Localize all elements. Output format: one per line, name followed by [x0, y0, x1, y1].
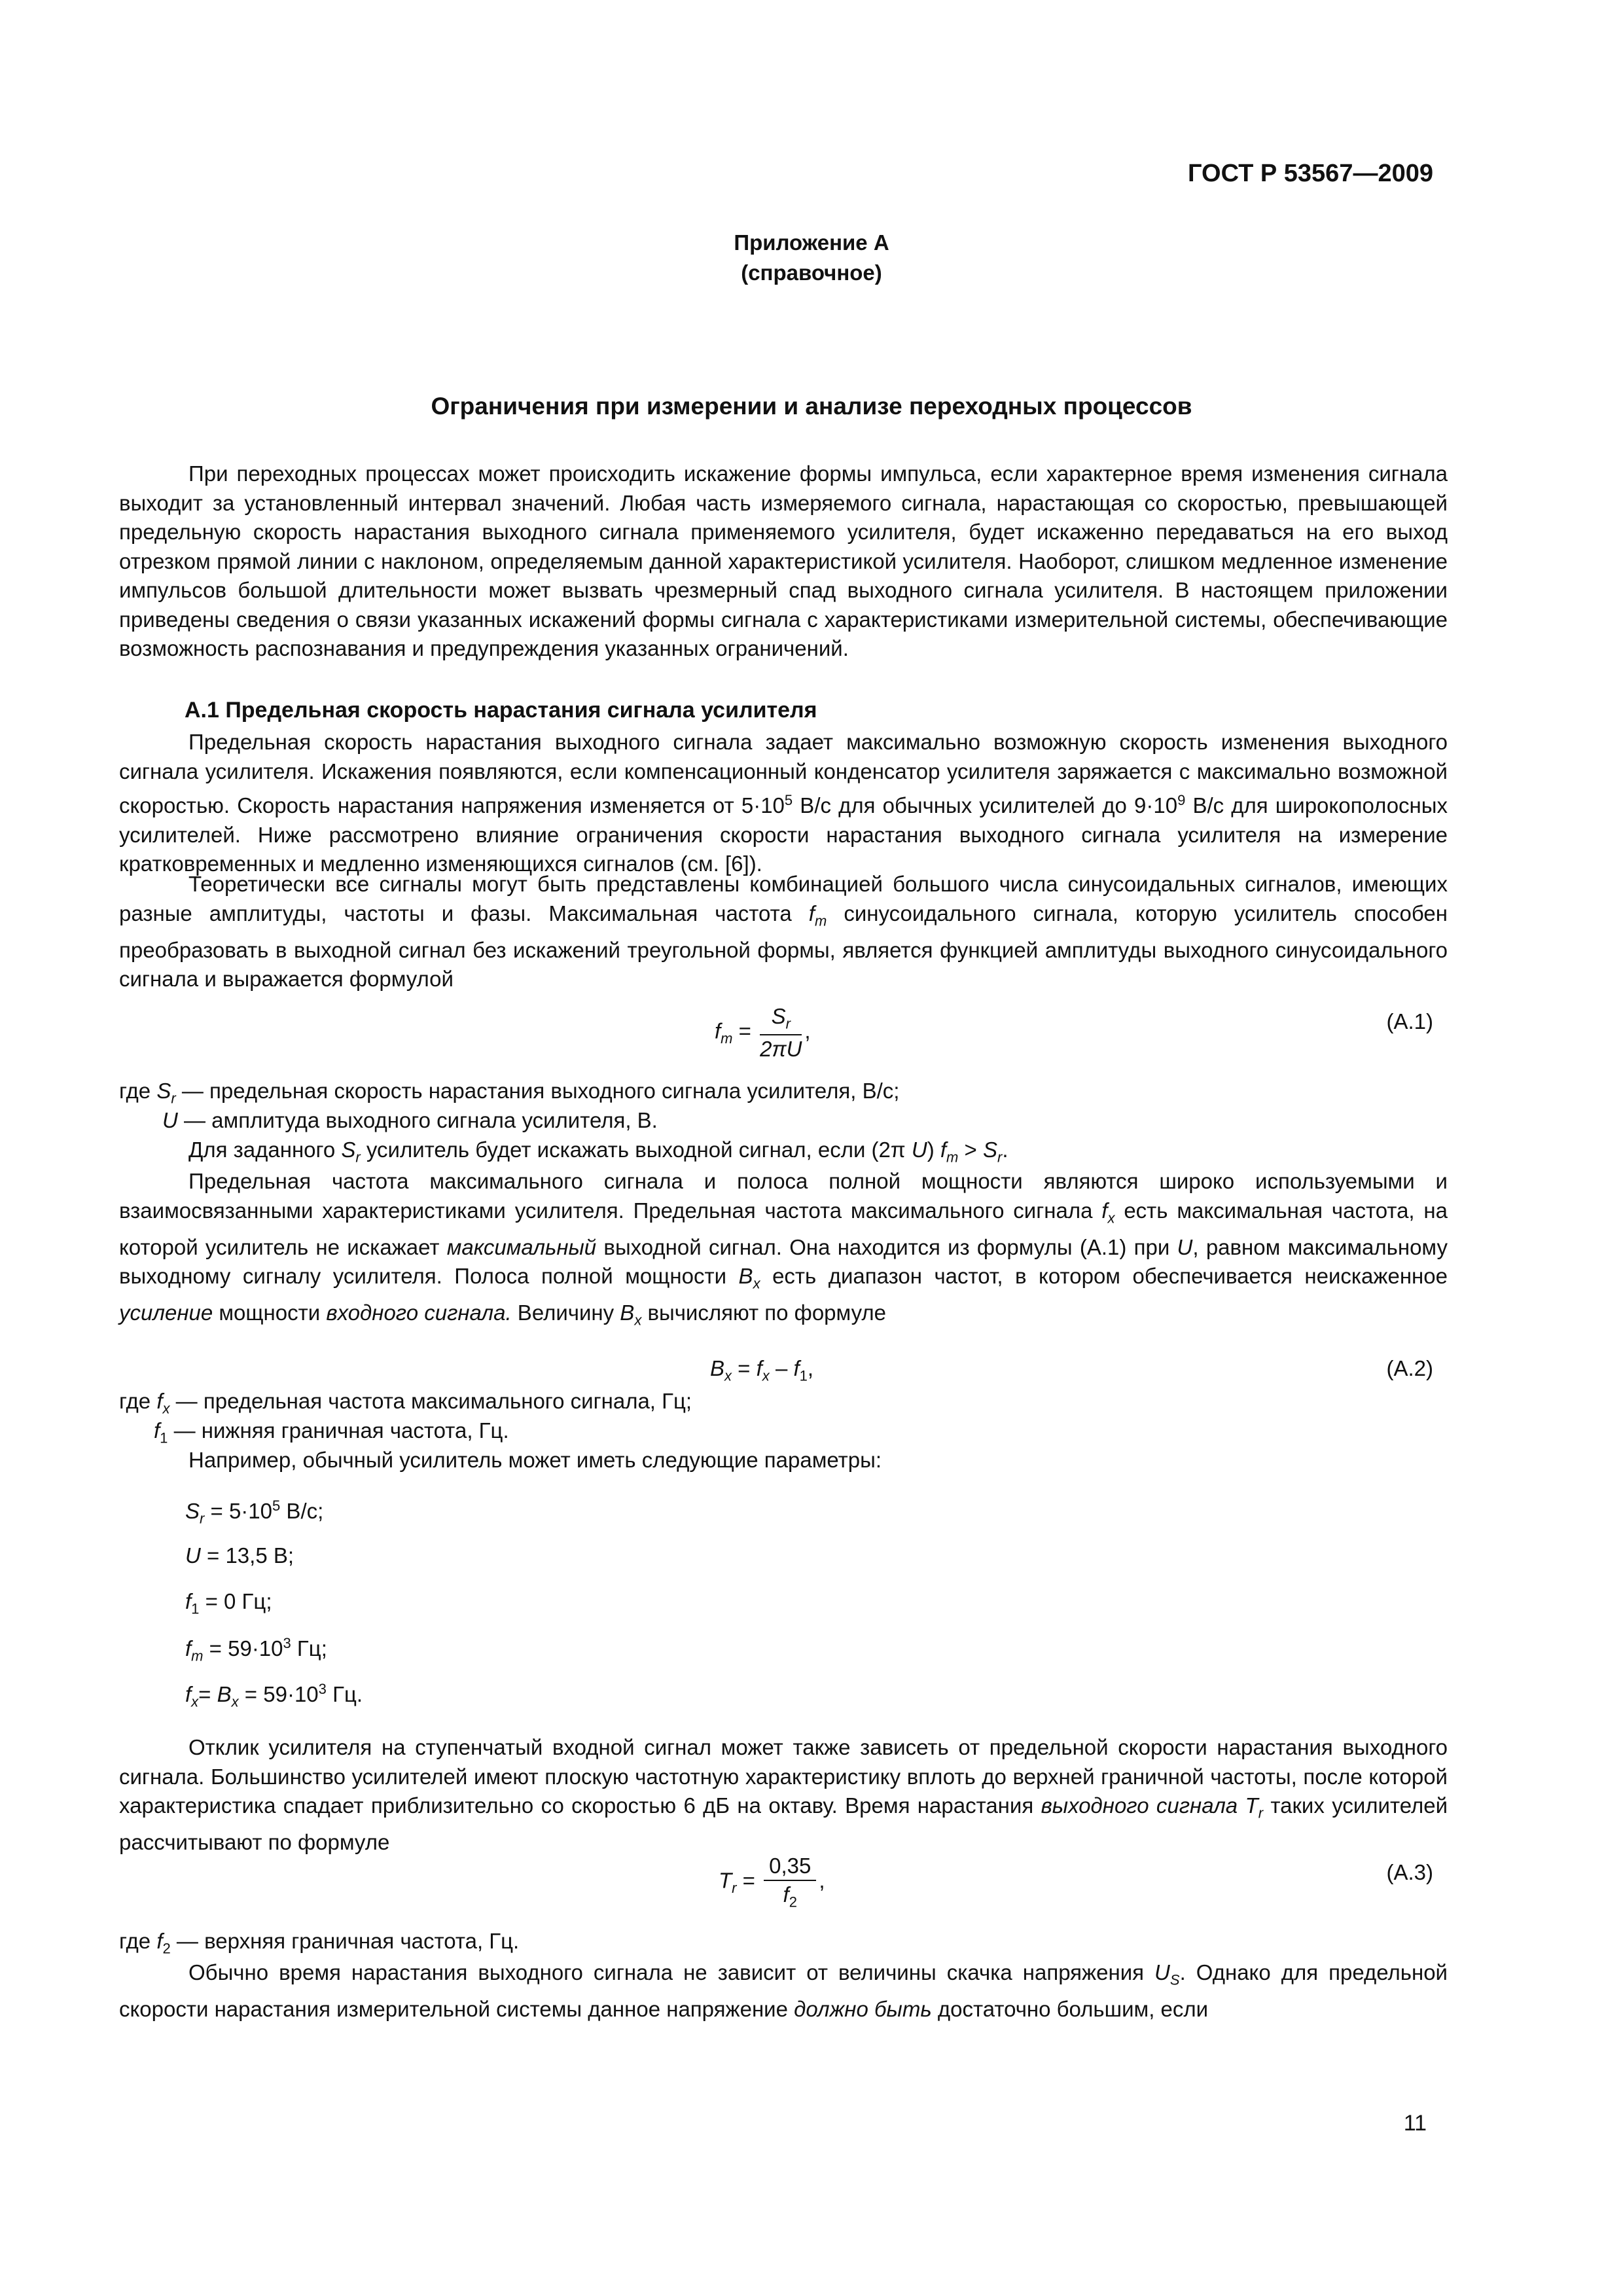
formula-a1-number: (А.1): [1386, 1009, 1433, 1033]
param-fm: $f_m = 59\cdot 10^3$ Гц;: [185, 1635, 327, 1664]
page-number: 11: [1403, 2111, 1427, 2136]
distortion-condition: Для заданного $S_r$ усилитель будет искажать выходной сигнал, если (2π U) $f_m > S_r$.: [188, 1138, 1008, 1166]
paragraph-slew-rate: Предельная скорость нарастания выходного сигнала задает максимально возможную скорость изменения выходного сигнала усилителя. Искажения появляются, если компенсационный конденсатор усилителя заряжается с максимально возможной скоростью. Скорость нарастания напряжения изменяется от $5\cdot 10^5$ В/с для обычных усилителей до $9\cdot 10^9$ В/с для широкополосных усилителей. Ниже рассмотрено влияние ограничения скорости нарастания выходного сигнала усилителя на измерение кратковременных и медленно изменяющихся сигналов (см. [6]).: [119, 730, 1448, 876]
formula-a3-number: (А.3): [1386, 1860, 1433, 1884]
where-u: U — амплитуда выходного сигнала усилителя, В.: [162, 1108, 658, 1132]
where-f2: где $f_2$ — верхняя граничная частота, Гц.: [119, 1929, 520, 1957]
formula-a3: $T_r$ = $\frac{0,35}{f_2}$ ,: [719, 1854, 825, 1910]
section-a1-title: А.1 Предельная скорость нарастания сигнала усилителя: [185, 698, 817, 723]
formula-a1-fraction: $\frac{S_r}{2\pi U}$: [760, 1004, 802, 1061]
where-sr: где $S_r$ — предельная скорость нарастания выходного сигнала усилителя, В/с;: [119, 1079, 900, 1107]
annex-heading: Ограничения при измерении и анализе переходных процессов: [431, 393, 1192, 420]
paragraph-voltage-step: Обычно время нарастания выходного сигнала не зависит от величины скачка напряжения $U_S$. Однако для предельной скорости нарастания измерительной системы данное напряжение должно быть достаточно большим, если: [119, 1960, 1448, 2022]
formula-a1: $f_m$ = $\frac{S_r}{2\pi U}$ ,: [715, 1004, 811, 1061]
appendix-title: Приложение А: [734, 230, 889, 255]
example-intro: Например, обычный усилитель может иметь следующие параметры:: [188, 1448, 882, 1472]
where-f1: $f_1$ — нижняя граничная частота, Гц.: [154, 1418, 509, 1446]
paragraph-step-response: Отклик усилителя на ступенчатый входной сигнал может также зависеть от предельной скорости нарастания выходного сигнала. Большинство усилителей имеют плоскую частотную характеристику вплоть до верхней граничной частоты, после которой характеристика спадает приблизительно со скоростью 6 дБ на октаву. Время нарастания выходного сигнала $T_r$ таких усилителей рассчитывают по формуле: [119, 1735, 1448, 1855]
formula-a2-number: (А.2): [1386, 1356, 1433, 1380]
paragraph-sinusoid: Теоретически все сигналы могут быть представлены комбинацией большого числа синусоидальных сигналов, имеющих разные амплитуды, частоты и фазы. Максимальная частота $f_m$ синусоидального сигнала, которую усилитель способен преобразовать в выходной сигнал без искажений треугольной формы, является функцией амплитуды выходного синусоидального сигнала и выражается формулой: [119, 872, 1448, 992]
appendix-kind: (справочное): [741, 260, 882, 285]
intro-paragraph: При переходных процессах может происходить искажение формы импульса, если характерное время изменения сигнала выходит за установленный интервал значений. Любая часть измеряемого сигнала, нарастающая со скоростью, превышающей предельную скорость нарастания выходного сигнала применяемого усилителя, будет искаженно передаваться на его выход отрезком прямой линии с наклоном, определяемым данной характеристикой усилителя. Наоборот, слишком медленное изменение импульсов большой длительности может вызвать чрезмерный спад выходного сигнала усилителя. В настоящем приложении приведены сведения о связи указанных искажений формы сигнала с характеристиками измерительной системы, обеспечивающие возможность распознавания и предупреждения указанных ограничений.: [119, 461, 1448, 660]
formula-a3-fraction: $\frac{0,35}{f_2}$: [764, 1854, 816, 1911]
param-u: U = 13,5 В;: [185, 1543, 294, 1568]
param-f1: $f_1 = 0$ Гц;: [185, 1589, 272, 1617]
paragraph-full-power: Предельная частота максимального сигнала и полоса полной мощности являются широко используемыми и взаимосвязанными характеристиками усилителя. Предельная частота максимального сигнала $f_x$ есть максимальная частота, на которой усилитель не искажает максимальный выходной сигнал. Она находится из формулы (А.1) при U, равном максимальному выходному сигналу усилителя. Полоса полной мощности $B_x$ есть диапазон частот, в котором обеспечивается неискаженное усиление мощности входного сигнала. Величину $B_x$ вычисляют по формуле: [119, 1169, 1448, 1329]
where-fx: где $f_x$ — предельная частота максимального сигнала, Гц;: [119, 1389, 692, 1417]
param-fx-bx: $f_x= B_x = 59\cdot 10^3$ Гц.: [185, 1681, 363, 1710]
standard-number: ГОСТ Р 53567—2009: [1188, 160, 1433, 187]
formula-a2: $B_x = f_x - f_1$,: [710, 1356, 814, 1384]
param-sr: $S_r = 5\cdot 10^5$ В/с;: [185, 1498, 324, 1527]
